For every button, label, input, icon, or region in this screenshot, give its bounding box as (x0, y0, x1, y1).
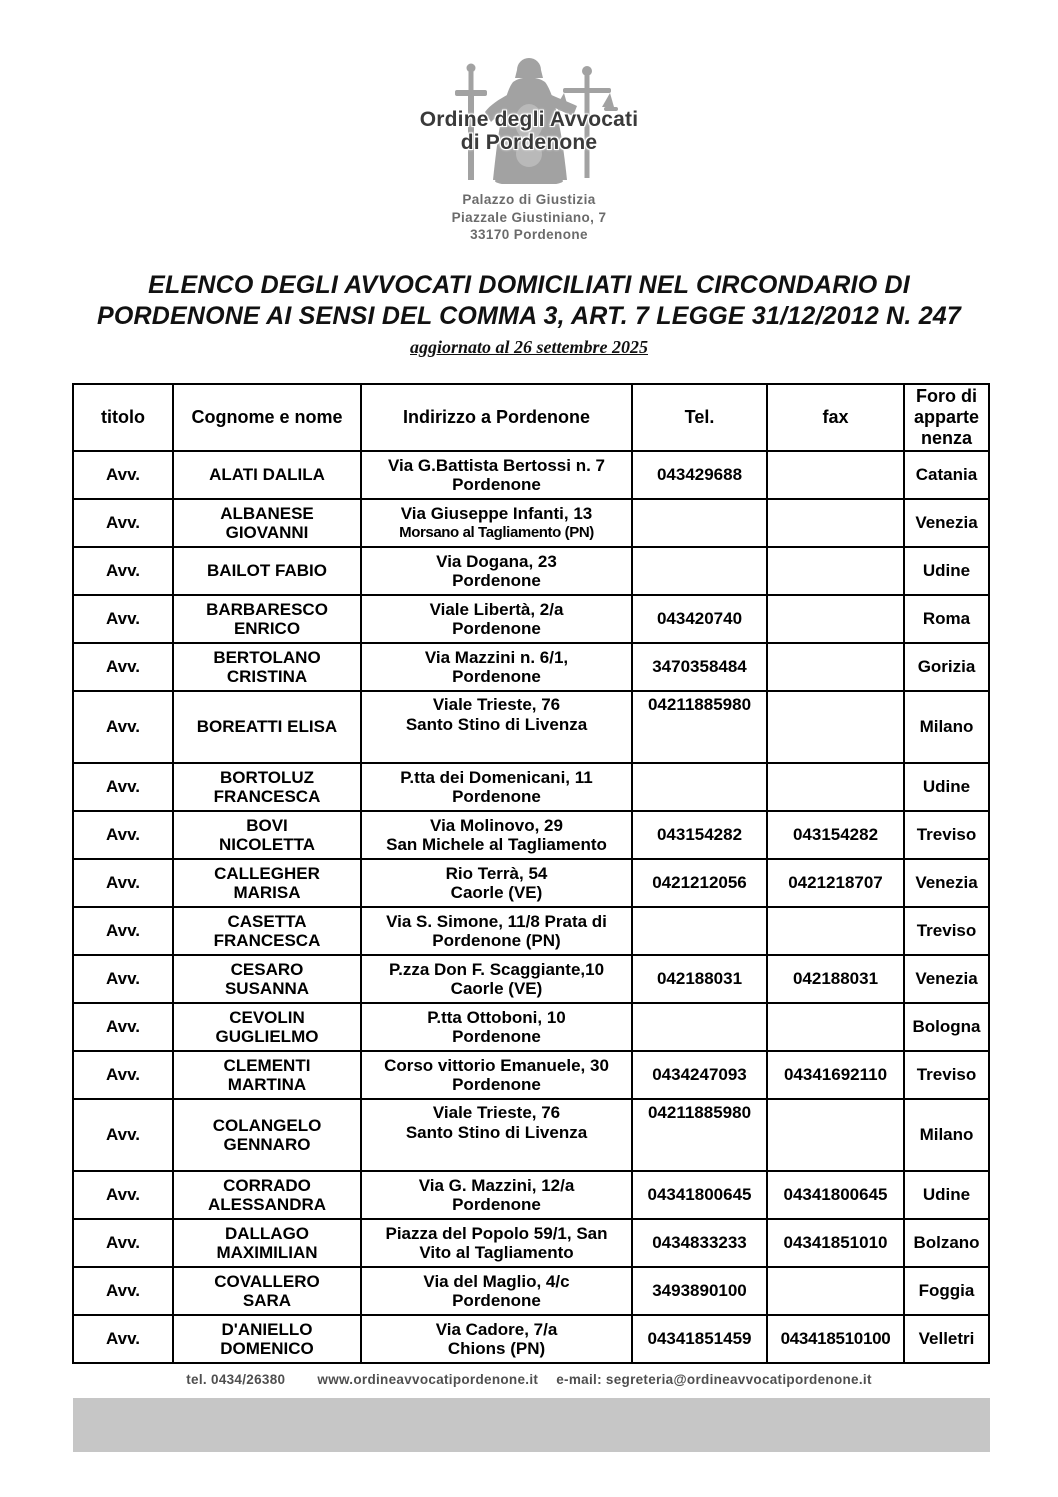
cell-fax: 042188031 (767, 955, 904, 1003)
cell-tel (632, 547, 767, 595)
cell-titolo: Avv. (73, 1315, 173, 1363)
cell-name: COVALLERO SARA (173, 1267, 361, 1315)
cell-address: P.tta Ottoboni, 10 Pordenone (361, 1003, 632, 1051)
cell-fax: 043418510100 (767, 1315, 904, 1363)
org-address (0, 191, 1058, 244)
org-emblem (421, 52, 637, 184)
table-row (73, 811, 989, 859)
table-row (73, 1171, 989, 1219)
cell-tel: 0434833233 (632, 1219, 767, 1267)
cell-address: Via Cadore, 7/a Chions (PN) (361, 1315, 632, 1363)
column-header: Tel. (632, 384, 767, 451)
cell-address: Via Molinovo, 29 San Michele al Tagliamento (361, 811, 632, 859)
cell-fax (767, 451, 904, 499)
table-row (73, 1219, 989, 1267)
cell-tel: 042188031 (632, 955, 767, 1003)
cell-address: Rio Terrà, 54 Caorle (VE) (361, 859, 632, 907)
cell-tel: 0434247093 (632, 1051, 767, 1099)
cell-titolo: Avv. (73, 1219, 173, 1267)
cell-foro: Foggia (904, 1267, 989, 1315)
cell-fax (767, 499, 904, 547)
cell-address: Via Dogana, 23 Pordenone (361, 547, 632, 595)
cell-address: Via Giuseppe Infanti, 13 Morsano al Tagliamento (PN) (361, 499, 632, 547)
cell-titolo: Avv. (73, 859, 173, 907)
cell-tel: 04211885980 (632, 691, 767, 763)
lawyers-table (72, 383, 990, 1364)
cell-titolo: Avv. (73, 643, 173, 691)
cell-fax (767, 1003, 904, 1051)
cell-fax: 04341851010 (767, 1219, 904, 1267)
cell-titolo: Avv. (73, 499, 173, 547)
bottom-gray-bar (73, 1398, 990, 1452)
cell-address: Via G. Mazzini, 12/a Pordenone (361, 1171, 632, 1219)
cell-address: Piazza del Popolo 59/1, San Vito al Tagliamento (361, 1219, 632, 1267)
footer-tel: tel. 0434/26380 (186, 1372, 286, 1387)
cell-fax (767, 547, 904, 595)
table-row (73, 451, 989, 499)
cell-foro: Bolzano (904, 1219, 989, 1267)
cell-titolo: Avv. (73, 1099, 173, 1171)
cell-name: CASETTA FRANCESCA (173, 907, 361, 955)
cell-tel (632, 763, 767, 811)
org-address-line: Palazzo di Giustizia (462, 192, 596, 207)
cell-name: DALLAGO MAXIMILIAN (173, 1219, 361, 1267)
cell-tel (632, 499, 767, 547)
document-title (0, 270, 1058, 332)
cell-titolo: Avv. (73, 1051, 173, 1099)
cell-address: Viale Trieste, 76 Santo Stino di Livenza (361, 691, 632, 763)
cell-address: Via Mazzini n. 6/1, Pordenone (361, 643, 632, 691)
cell-foro: Treviso (904, 907, 989, 955)
cell-tel: 3470358484 (632, 643, 767, 691)
org-name-line1: Ordine degli Avvocati (419, 108, 639, 131)
cell-name: CALLEGHER MARISA (173, 859, 361, 907)
table-row (73, 1003, 989, 1051)
column-header: Cognome e nome (173, 384, 361, 451)
cell-titolo: Avv. (73, 1267, 173, 1315)
cell-name: BOVI NICOLETTA (173, 811, 361, 859)
table-row (73, 691, 989, 763)
cell-foro: Milano (904, 1099, 989, 1171)
cell-tel: 043420740 (632, 595, 767, 643)
cell-address: Viale Libertà, 2/a Pordenone (361, 595, 632, 643)
cell-name: CORRADO ALESSANDRA (173, 1171, 361, 1219)
cell-fax (767, 643, 904, 691)
cell-name: ALATI DALILA (173, 451, 361, 499)
table-row (73, 907, 989, 955)
cell-foro: Catania (904, 451, 989, 499)
column-header: fax (767, 384, 904, 451)
org-address-line: 33170 Pordenone (470, 227, 588, 242)
letterhead (0, 52, 1058, 244)
table-row (73, 643, 989, 691)
table-row (73, 763, 989, 811)
cell-fax (767, 763, 904, 811)
cell-name: BAILOT FABIO (173, 547, 361, 595)
document-title-line2: PORDENONE AI SENSI DEL COMMA 3, ART. 7 LEGGE 31/12/2012 N. 247 (96, 302, 962, 330)
footer-website: www.ordineavvocatipordenone.it (317, 1372, 539, 1387)
cell-name: BERTOLANO CRISTINA (173, 643, 361, 691)
cell-titolo: Avv. (73, 451, 173, 499)
cell-name: COLANGELO GENNARO (173, 1099, 361, 1171)
cell-tel (632, 907, 767, 955)
cell-tel (632, 1003, 767, 1051)
cell-foro: Udine (904, 763, 989, 811)
column-header: titolo (73, 384, 173, 451)
table-row (73, 859, 989, 907)
org-address-line: Piazzale Giustiniano, 7 (451, 209, 607, 225)
cell-tel: 04341800645 (632, 1171, 767, 1219)
cell-fax (767, 1099, 904, 1171)
cell-tel: 0421212056 (632, 859, 767, 907)
cell-fax: 04341692110 (767, 1051, 904, 1099)
cell-address: Via G.Battista Bertossi n. 7 Pordenone (361, 451, 632, 499)
cell-address: Viale Trieste, 76 Santo Stino di Livenza (361, 1099, 632, 1171)
cell-foro: Venezia (904, 955, 989, 1003)
cell-foro: Treviso (904, 811, 989, 859)
cell-name: CLEMENTI MARTINA (173, 1051, 361, 1099)
cell-fax: 043154282 (767, 811, 904, 859)
cell-foro: Udine (904, 1171, 989, 1219)
cell-titolo: Avv. (73, 1171, 173, 1219)
cell-address: Via del Maglio, 4/c Pordenone (361, 1267, 632, 1315)
cell-titolo: Avv. (73, 811, 173, 859)
cell-titolo: Avv. (73, 907, 173, 955)
updated-date: aggiornato al 26 settembre 2025 (410, 337, 648, 357)
cell-titolo: Avv. (73, 691, 173, 763)
cell-fax (767, 1267, 904, 1315)
cell-foro: Venezia (904, 499, 989, 547)
footer-email: e-mail: segreteria@ordineavvocatipordenone.it (556, 1372, 872, 1387)
cell-fax (767, 907, 904, 955)
table-row (73, 1315, 989, 1363)
cell-tel: 3493890100 (632, 1267, 767, 1315)
cell-fax: 0421218707 (767, 859, 904, 907)
cell-titolo: Avv. (73, 1003, 173, 1051)
cell-foro: Treviso (904, 1051, 989, 1099)
cell-address: P.zza Don F. Scaggiante,10 Caorle (VE) (361, 955, 632, 1003)
cell-titolo: Avv. (73, 547, 173, 595)
document-title-line1: ELENCO DEGLI AVVOCATI DOMICILIATI NEL CIRCONDARIO DI (148, 271, 910, 299)
table-row (73, 1051, 989, 1099)
column-header: Foro di apparte nenza (904, 384, 989, 451)
cell-tel: 043429688 (632, 451, 767, 499)
cell-fax: 04341800645 (767, 1171, 904, 1219)
table-row (73, 955, 989, 1003)
cell-name: ALBANESE GIOVANNI (173, 499, 361, 547)
cell-name: D'ANIELLO DOMENICO (173, 1315, 361, 1363)
cell-address: Via S. Simone, 11/8 Prata di Pordenone (PN) (361, 907, 632, 955)
table-row (73, 1099, 989, 1171)
cell-titolo: Avv. (73, 955, 173, 1003)
table-header-row (73, 384, 989, 451)
org-name (381, 108, 677, 154)
cell-name: CESARO SUSANNA (173, 955, 361, 1003)
cell-name: CEVOLIN GUGLIELMO (173, 1003, 361, 1051)
cell-tel: 043154282 (632, 811, 767, 859)
cell-tel: 04341851459 (632, 1315, 767, 1363)
page-footer (0, 1372, 1058, 1387)
cell-foro: Milano (904, 691, 989, 763)
cell-foro: Bologna (904, 1003, 989, 1051)
cell-foro: Roma (904, 595, 989, 643)
cell-foro: Venezia (904, 859, 989, 907)
cell-titolo: Avv. (73, 763, 173, 811)
cell-foro: Udine (904, 547, 989, 595)
cell-name: BORTOLUZ FRANCESCA (173, 763, 361, 811)
cell-foro: Gorizia (904, 643, 989, 691)
cell-fax (767, 595, 904, 643)
cell-address: Corso vittorio Emanuele, 30 Pordenone (361, 1051, 632, 1099)
table-row (73, 547, 989, 595)
cell-name: BOREATTI ELISA (173, 691, 361, 763)
column-header: Indirizzo a Pordenone (361, 384, 632, 451)
table-row (73, 1267, 989, 1315)
cell-titolo: Avv. (73, 595, 173, 643)
org-name-line2: di Pordenone (460, 131, 598, 154)
cell-name: BARBARESCO ENRICO (173, 595, 361, 643)
cell-address: P.tta dei Domenicani, 11 Pordenone (361, 763, 632, 811)
cell-foro: Velletri (904, 1315, 989, 1363)
table-row (73, 595, 989, 643)
cell-fax (767, 691, 904, 763)
cell-tel: 04211885980 (632, 1099, 767, 1171)
table-row (73, 499, 989, 547)
